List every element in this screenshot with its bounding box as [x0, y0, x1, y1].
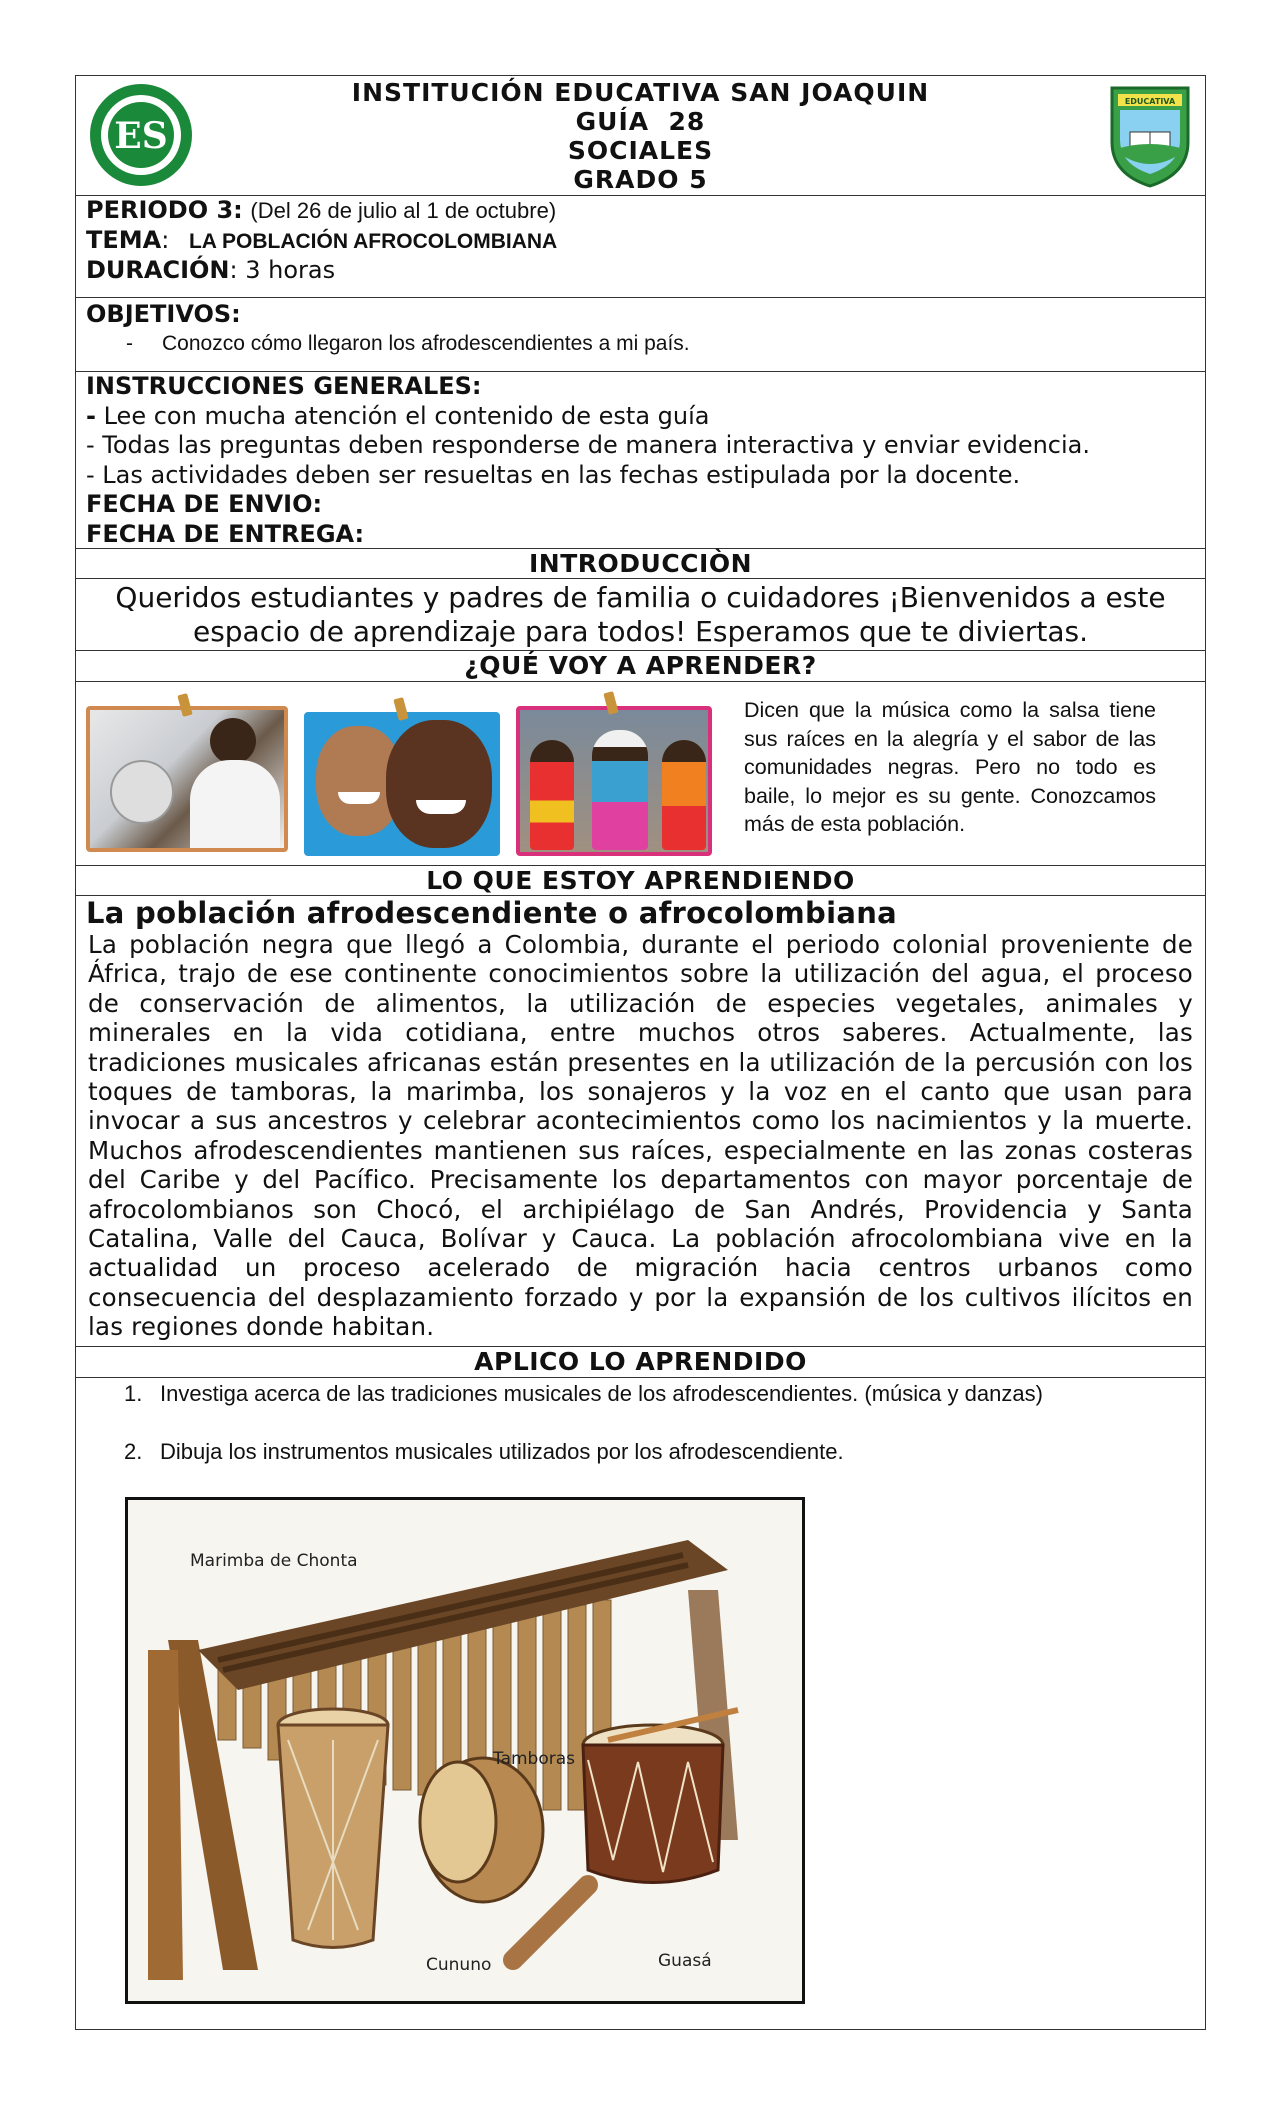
instruccion-text-1: Lee con mucha atención el contenido de esta guía	[103, 401, 710, 430]
aprendiendo-title: LO QUE ESTOY APRENDIENDO	[76, 866, 1205, 896]
label-cununo: Cununo	[426, 1955, 492, 1975]
duracion-value: : 3 horas	[229, 256, 336, 284]
aprendiendo-heading: La población afrodescendiente o afrocolombiana	[86, 896, 898, 930]
logo-left-letters: ES	[114, 115, 168, 157]
duracion-label: DURACIÓN	[86, 256, 230, 284]
instrucciones-title: INSTRUCCIONES GENERALES:	[86, 372, 482, 400]
activity-text-1: Investiga acerca de las tradiciones musicales de los afrodescendientes. (música y danzas)	[160, 1381, 1043, 1406]
activity-text-2: Dibuja los instrumentos musicales utilizados por los afrodescendiente.	[160, 1439, 844, 1464]
label-tamboras: Tamboras	[493, 1749, 576, 1769]
activity-number-1: 1.	[124, 1381, 143, 1406]
tema-colon: :	[161, 225, 170, 254]
school-shield-logo-right	[1108, 84, 1192, 188]
introduccion-title: INTRODUCCIÒN	[76, 549, 1205, 579]
tema-line	[86, 226, 1195, 257]
objetivo-text: Conozco cómo llegaron los afrodescendientes a mi país.	[162, 331, 690, 355]
header-section	[76, 76, 1205, 196]
tema-value: LA POBLACIÓN AFROCOLOMBIANA	[188, 229, 558, 253]
instruccion-line-2: - Todas las preguntas deben responderse de manera interactiva y enviar evidencia.	[86, 431, 1090, 459]
activity-item-1	[124, 1380, 1043, 1408]
instruments-drawing	[128, 1500, 802, 2001]
activity-number-2: 2.	[124, 1439, 143, 1464]
instruccion-line-3: - Las actividades deben ser resueltas en las fechas estipulada por la docente.	[86, 460, 1021, 489]
activity-item-2	[124, 1438, 844, 1466]
aprendiendo-body: La población negra que llegó a Colombia, durante el periodo colonial proveniente de África, trajo de ese continente conocimientos sobre la utilización del agua, el proceso de conservación de alimentos, la utilización de especies vegetales, animales y minerales en la vida cotidiana, entre muchos otros saberes. Actualmente, las tradiciones musicales africanas están presentes en la utilización de la percusión con los toques de tamboras, la marimba, los sonajeros y la voz en el canto que usan para invocar a sus ancestros y celebrar acontecimientos como los nacimientos y la muerte. Muchos afrodescendientes mantienen sus raíces, especialmente en las zonas costeras del Caribe y del Pacífico. Precisamente los departamentos con mayor porcentaje de afrocolombianos son Chocó, el archipiélago de San Andrés, Providencia y Santa Catalina, Valle del Cauca, Bolívar y Cauca. La población afrocolombiana vive en la actualidad un proceso acelerado de migración hacia centros urbanos como consecuencia del desplazamiento forzado y por la expansión de los cultivos ilícitos en las regiones donde habitan.	[88, 930, 1193, 1342]
que-voy-text: Dicen que la música como la salsa tiene sus raíces en la alegría y el sabor de las comunidades negras. Pero no todo es baile, lo mejor es su gente. Conozcamos más de esta población.	[744, 698, 1156, 836]
label-marimba: Marimba de Chonta	[190, 1551, 358, 1571]
objetivos-title: OBJETIVOS:	[86, 300, 241, 328]
duracion-line	[86, 256, 1195, 286]
info-section	[76, 196, 1205, 298]
label-guasa: Guasá	[658, 1951, 712, 1971]
fecha-entrega: FECHA DE ENTREGA:	[86, 519, 365, 548]
objetivos-section	[76, 298, 1205, 372]
fecha-envio: FECHA DE ENVIO:	[86, 490, 323, 518]
que-voy-title: ¿QUÉ VOY A APRENDER?	[76, 651, 1205, 682]
periodo-line	[86, 196, 1195, 226]
periodo-label: PERIODO 3:	[86, 196, 243, 224]
grade-name: GRADO 5	[573, 165, 708, 194]
aplico-title: APLICO LO APRENDIDO	[76, 1347, 1205, 1378]
school-name: INSTITUCIÓN EDUCATIVA SAN JOAQUIN	[351, 78, 930, 107]
photo-children	[304, 712, 500, 856]
introduccion-text: Queridos estudiantes y padres de familia o cuidadores ¡Bienvenidos a este espacio de aprendizaje para todos! Esperamos que te diviertas.	[76, 579, 1205, 651]
instruccion-dash: -	[86, 401, 96, 430]
periodo-value: (Del 26 de julio al 1 de octubre)	[250, 198, 557, 223]
que-voy-content	[76, 682, 1205, 866]
aplico-content	[76, 1378, 1205, 2031]
instrucciones-section	[76, 372, 1205, 549]
aprendiendo-content	[76, 896, 1205, 1347]
photo-scientist	[86, 706, 288, 852]
objetivo-item: - Conozco cómo llegaron los afrodescendientes a mi país.	[126, 331, 690, 355]
logo-right-text: EDUCATIVA	[1124, 97, 1176, 106]
tema-label: TEMA	[86, 225, 162, 254]
instruments-image	[125, 1497, 805, 2004]
guide-number: GUÍA 28	[575, 107, 706, 136]
subject-name: SOCIALES	[567, 136, 714, 165]
guide-sheet	[75, 75, 1206, 2030]
instruccion-line-1	[86, 402, 1195, 432]
photo-dancers	[516, 706, 712, 856]
